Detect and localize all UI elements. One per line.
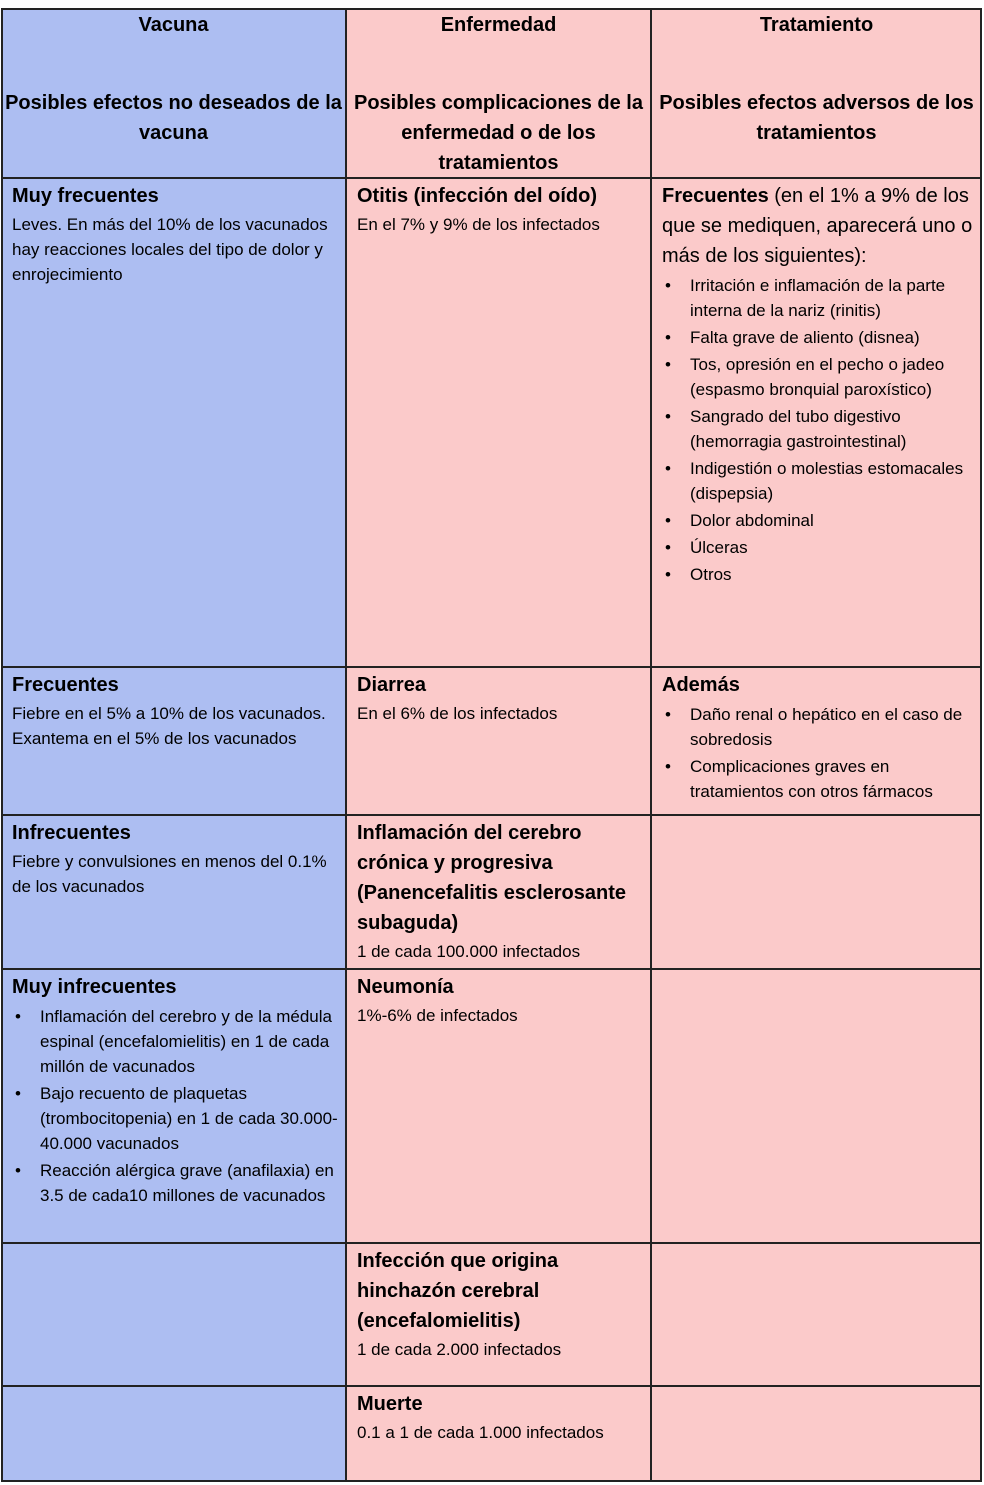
cell-enfermedad-muerte	[346, 1386, 651, 1482]
enfermedad-panencefalitis-title: Inflamación del cerebro crónica y progresiva (Panencefalitis esclerosante subaguda)	[357, 822, 627, 934]
tratamiento-frecuentes-list	[662, 273, 974, 587]
vacuna-muy-infrecuentes-title: Muy infrecuentes	[12, 976, 177, 998]
enfermedad-neumonia-text: 1%-6% de infectados	[357, 1006, 518, 1025]
tratamiento-frecuentes-title-bold: Frecuentes	[662, 185, 769, 207]
header-vacuna-subtitle: Posibles efectos no deseados de la vacuna	[5, 92, 342, 144]
row-divider	[1, 1385, 982, 1387]
comparison-table	[1, 8, 982, 1482]
row-divider	[1, 968, 982, 970]
border-right	[980, 8, 982, 1482]
list-item: • Irritación e inflamación de la parte interna de la nariz (rinitis)	[662, 273, 974, 323]
header-tratamiento-subtitle: Posibles efectos adversos de los tratamientos	[659, 92, 974, 144]
header-enfermedad-subtitle: Posibles complicaciones de la enfermedad o de los tratamientos	[353, 92, 643, 174]
cell-vacuna-empty-1	[1, 1243, 346, 1386]
enfermedad-otitis-text: En el 7% y 9% de los infectados	[357, 215, 600, 234]
list-item: • Falta grave de aliento (disnea)	[662, 325, 974, 350]
cell-tratamiento-empty-1	[651, 815, 982, 969]
list-item: • Complicaciones graves en tratamientos con otros fármacos	[662, 754, 974, 804]
cell-enfermedad-neumonia	[346, 969, 651, 1243]
enfermedad-encefalomielitis-text: 1 de cada 2.000 infectados	[357, 1340, 562, 1359]
enfermedad-diarrea-text: En el 6% de los infectados	[357, 704, 558, 723]
vacuna-frecuentes-title: Frecuentes	[12, 674, 119, 696]
list-item: • Dolor abdominal	[662, 508, 974, 533]
cell-enfermedad-otitis	[346, 178, 651, 667]
enfermedad-otitis-title: Otitis (infección del oído)	[357, 185, 597, 207]
cell-vacuna-empty-2	[1, 1386, 346, 1482]
list-item: • Inflamación del cerebro y de la médula espinal (encefalomielitis) en 1 de cada millón de vacunados	[12, 1004, 338, 1079]
cell-tratamiento-empty-4	[651, 1386, 982, 1482]
cell-vacuna-frecuentes	[1, 667, 346, 815]
list-item: • Otros	[662, 562, 974, 587]
vacuna-muy-frecuentes-text: Leves. En más del 10% de los vacunados hay reacciones locales del tipo de dolor y enrojecimiento	[12, 215, 328, 284]
enfermedad-muerte-text: 0.1 a 1 de cada 1.000 infectados	[357, 1423, 604, 1442]
border-left	[1, 8, 3, 1482]
cell-enfermedad-panencefalitis	[346, 815, 651, 969]
header-tratamiento-title: Tratamiento	[759, 14, 874, 36]
row-divider	[1, 177, 982, 179]
list-item: • Daño renal o hepático en el caso de sobredosis	[662, 702, 974, 752]
tratamiento-frecuentes-title-rest: (en el 1% a 9% de los que se mediquen, aparecerá uno o más de los siguientes):	[662, 185, 973, 267]
cell-tratamiento-frecuentes	[651, 178, 982, 667]
header-vacuna	[1, 8, 346, 178]
cell-enfermedad-encefalomielitis	[346, 1243, 651, 1386]
header-enfermedad-title: Enfermedad	[440, 14, 557, 36]
enfermedad-muerte-title: Muerte	[357, 1393, 423, 1415]
list-item: • Indigestión o molestias estomacales (dispepsia)	[662, 456, 974, 506]
cell-vacuna-muy-frecuentes	[1, 178, 346, 667]
cell-vacuna-muy-infrecuentes	[1, 969, 346, 1243]
list-item: • Bajo recuento de plaquetas (trombocitopenia) en 1 de cada 30.000-40.000 vacunados	[12, 1081, 338, 1156]
vacuna-frecuentes-text: Fiebre en el 5% a 10% de los vacunados. Exantema en el 5% de los vacunados	[12, 704, 326, 748]
column-divider	[345, 8, 347, 1482]
vacuna-infrecuentes-title: Infrecuentes	[12, 822, 131, 844]
header-enfermedad	[346, 8, 651, 178]
vacuna-muy-infrecuentes-list	[12, 1004, 338, 1208]
vacuna-muy-frecuentes-title: Muy frecuentes	[12, 185, 159, 207]
list-item: • Reacción alérgica grave (anafilaxia) en 3.5 de cada10 millones de vacunados	[12, 1158, 338, 1208]
cell-tratamiento-ademas	[651, 667, 982, 815]
row-divider	[1, 666, 982, 668]
border-top	[1, 8, 982, 10]
cell-enfermedad-diarrea	[346, 667, 651, 815]
cell-tratamiento-empty-3	[651, 1243, 982, 1386]
list-item: • Sangrado del tubo digestivo (hemorragia gastrointestinal)	[662, 404, 974, 454]
enfermedad-panencefalitis-text: 1 de cada 100.000 infectados	[357, 942, 581, 961]
list-item: • Tos, opresión en el pecho o jadeo (espasmo bronquial paroxístico)	[662, 352, 974, 402]
enfermedad-neumonia-title: Neumonía	[357, 976, 454, 998]
header-tratamiento	[651, 8, 982, 178]
vacuna-infrecuentes-text: Fiebre y convulsiones en menos del 0.1% de los vacunados	[12, 852, 327, 896]
cell-vacuna-infrecuentes	[1, 815, 346, 969]
enfermedad-encefalomielitis-title: Infección que origina hinchazón cerebral (encefalomielitis)	[357, 1250, 559, 1332]
row-divider	[1, 814, 982, 816]
tratamiento-ademas-list	[662, 702, 974, 804]
enfermedad-diarrea-title: Diarrea	[357, 674, 426, 696]
tratamiento-ademas-title: Además	[662, 674, 740, 696]
column-divider	[650, 8, 652, 1482]
border-bottom	[1, 1480, 982, 1482]
row-divider	[1, 1242, 982, 1244]
list-item: • Úlceras	[662, 535, 974, 560]
tratamiento-frecuentes-title	[662, 181, 974, 271]
cell-tratamiento-empty-2	[651, 969, 982, 1243]
header-vacuna-title: Vacuna	[138, 14, 209, 36]
